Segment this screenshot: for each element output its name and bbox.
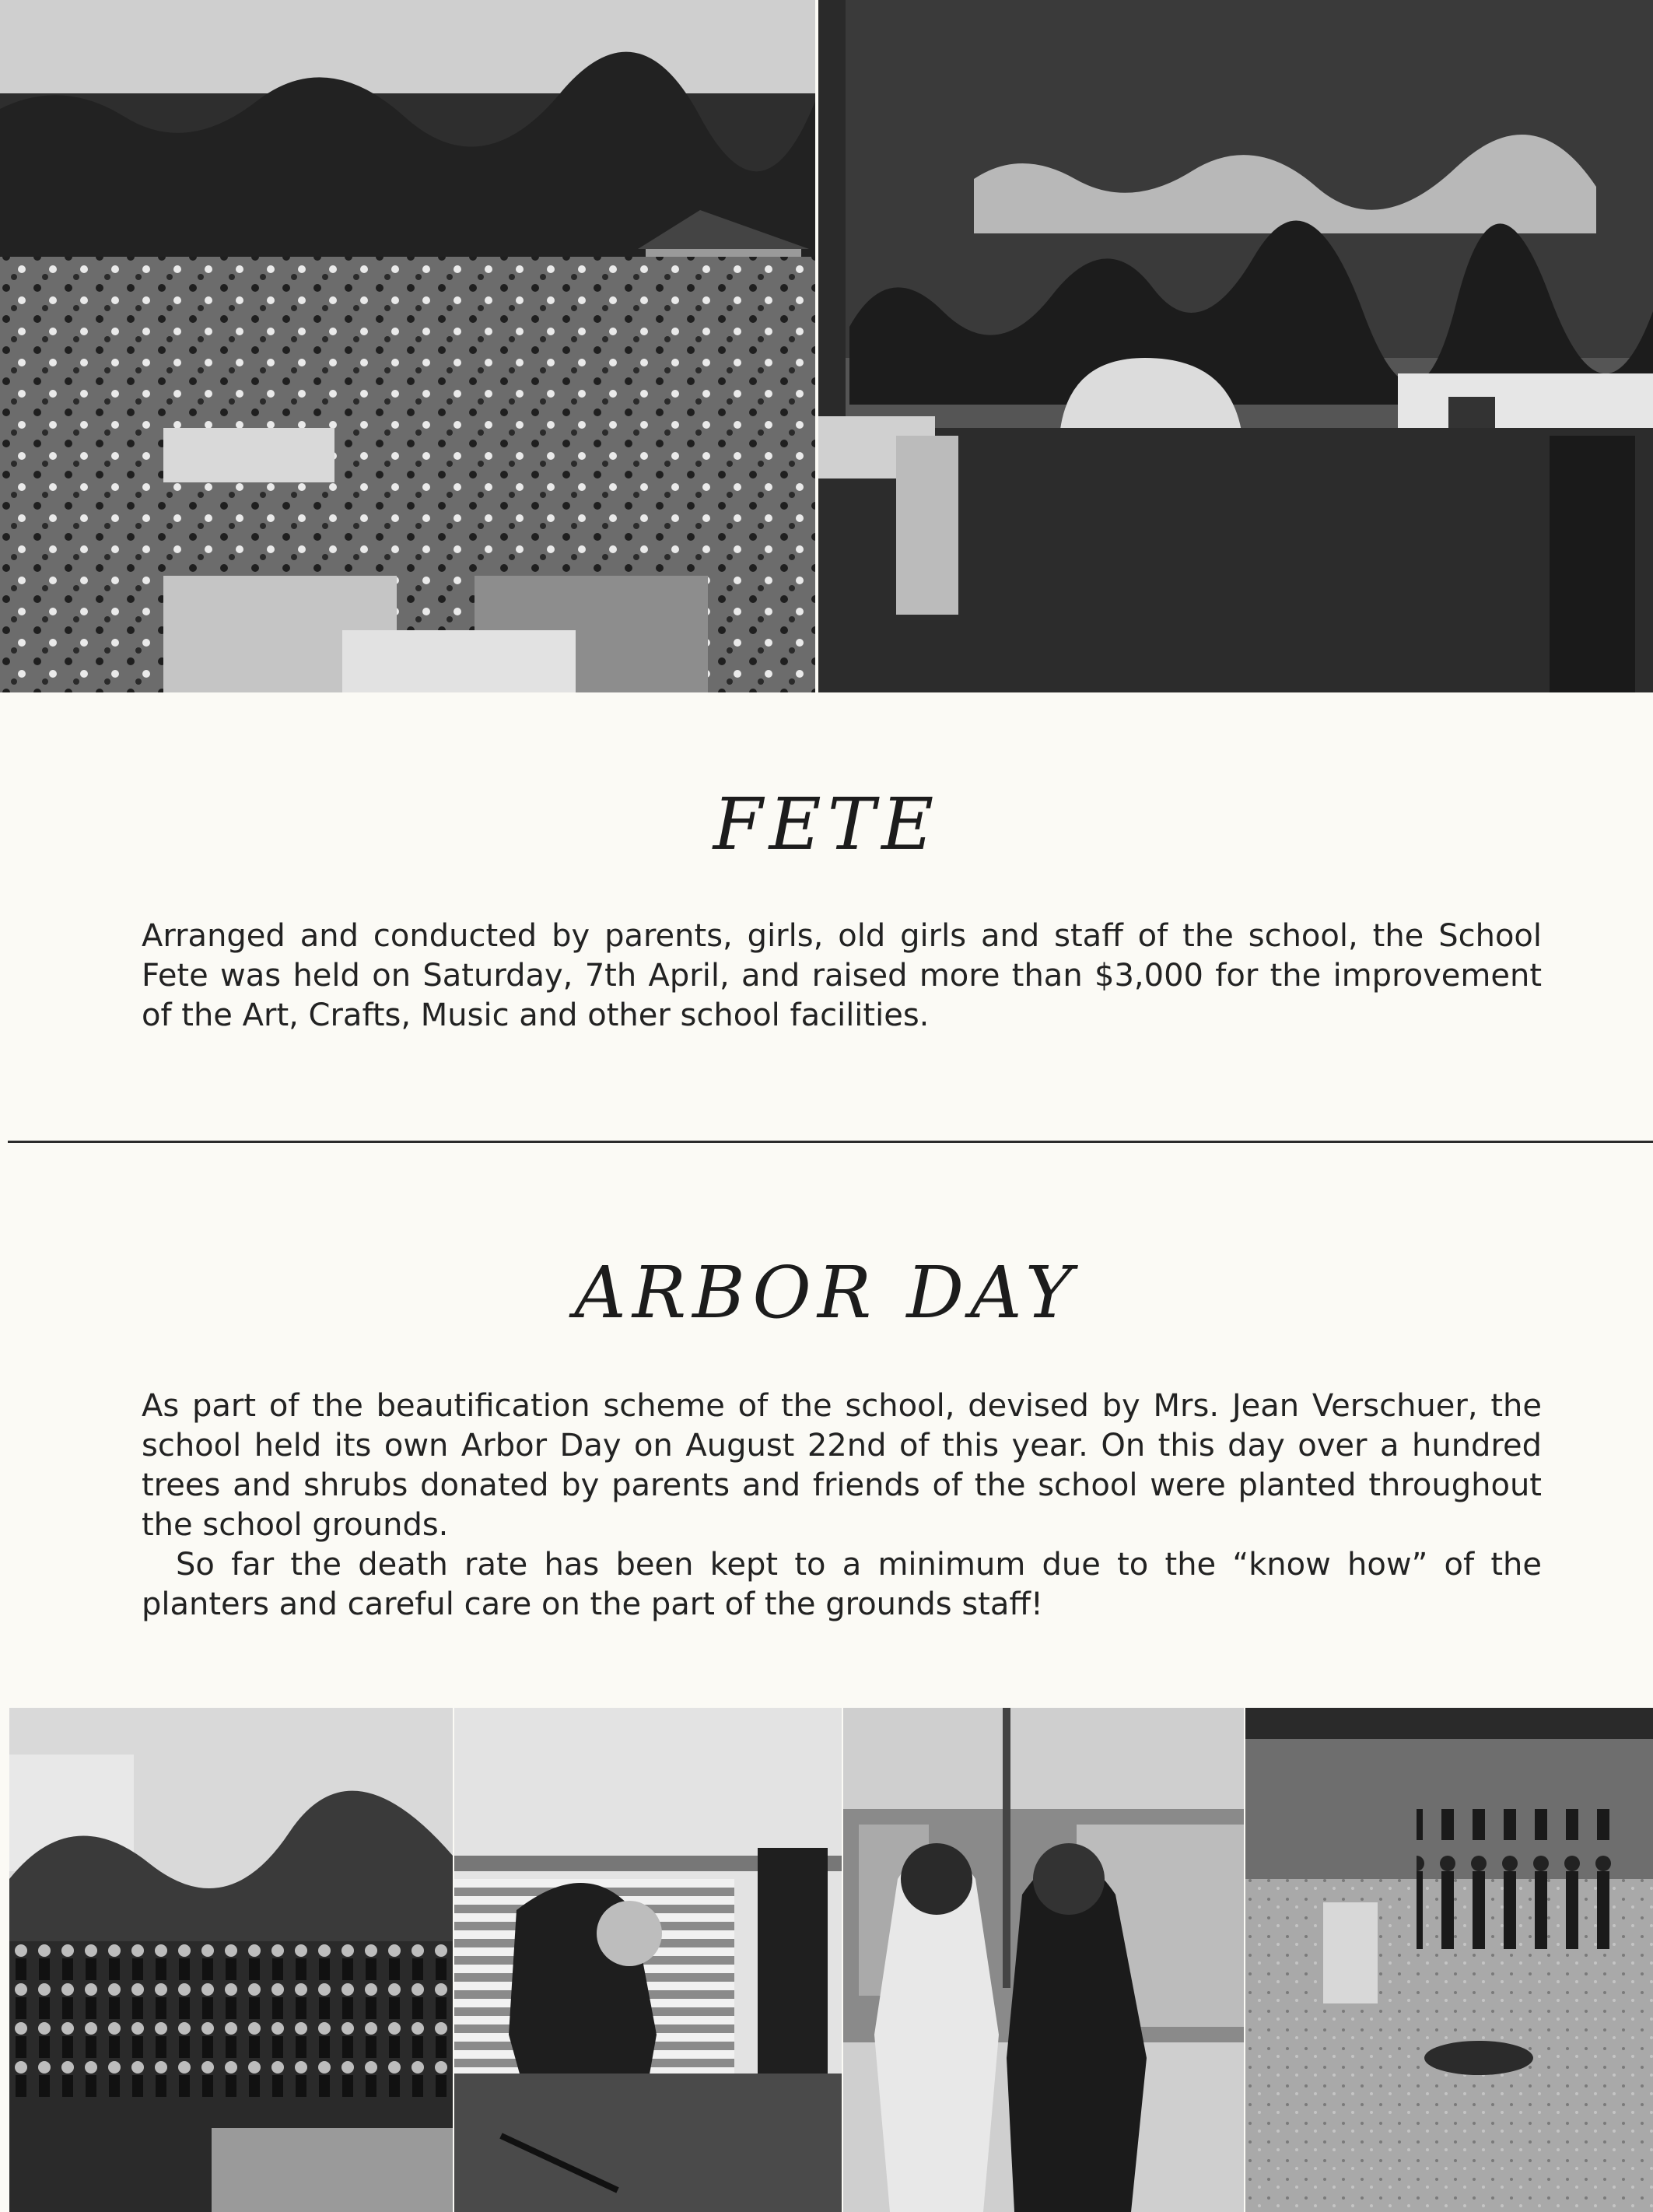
- fete-text: Arranged and conducted by parents, girls, old girls and staff of the school, the School Fete was held on Saturday, 7th April, and raised more than $3,000 for the improvement of the Art, Crafts, Music and other school facilities.: [142, 918, 1542, 1033]
- fete-paragraph: [142, 917, 1542, 1036]
- arbor-day-body: [142, 1386, 1542, 1625]
- fete-heading: FETE: [713, 783, 940, 866]
- fete-crowd-photo: [0, 0, 815, 692]
- arbor-day-paragraph-1: As part of the beautification scheme of the school, devised by Mrs. Jean Verschuer, the school held its own Arbor Day on August 22nd of this year. On this day over a hundred trees and shrubs donated by parents and friends of the school were planted throughout the school grounds.: [142, 1388, 1542, 1543]
- section-divider: [8, 1141, 1653, 1143]
- arbor-day-grounds-photo: [1245, 1708, 1653, 2212]
- arbor-day-planting-photo: [454, 1708, 842, 2212]
- fete-caravan-photo: [818, 0, 1653, 692]
- arbor-day-paragraph-2: So far the death rate has been kept to a minimum due to the “know how” of the planters and careful care on the part of the grounds staff!: [142, 1547, 1542, 1622]
- arbor-day-heading: ARBOR DAY: [574, 1251, 1079, 1334]
- arbor-day-group-photo: [9, 1708, 453, 2212]
- arbor-day-girls-photo: [843, 1708, 1244, 2212]
